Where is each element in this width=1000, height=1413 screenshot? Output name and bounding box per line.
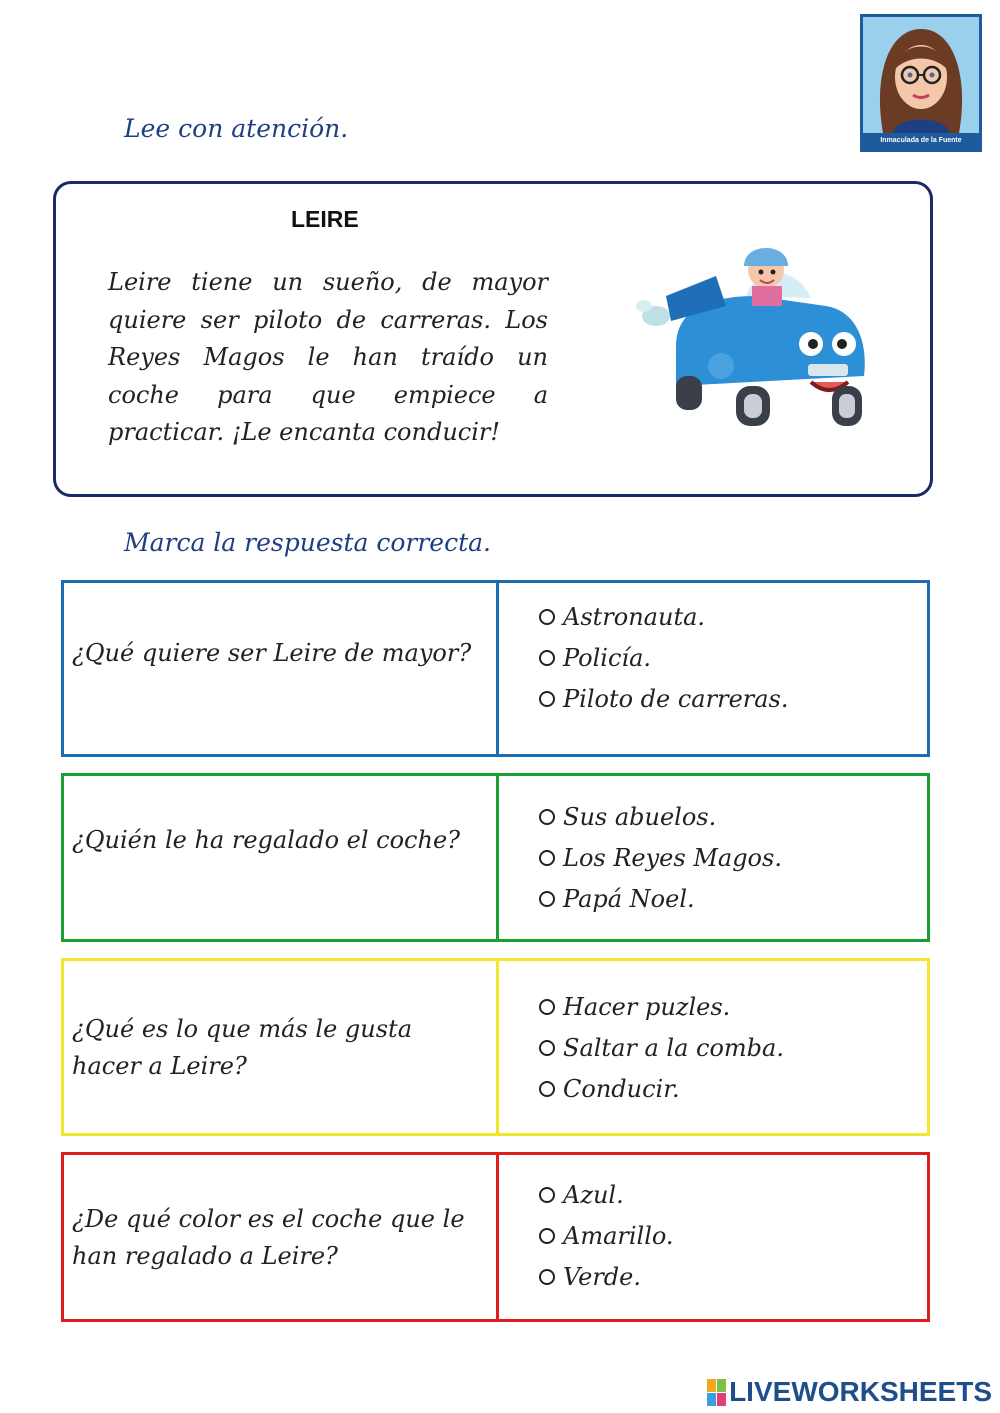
answer-option[interactable] (539, 803, 716, 831)
answer-option[interactable] (539, 993, 730, 1021)
question-cell (64, 583, 499, 754)
story-title: LEIRE (291, 206, 359, 232)
question-cell (64, 961, 499, 1133)
avatar-illustration (863, 17, 979, 133)
read-instruction: Lee con atención. (124, 114, 349, 143)
option-label: Piloto de carreras. (563, 685, 789, 713)
race-car-illustration (636, 236, 876, 436)
question-box-1 (61, 580, 930, 757)
answer-option[interactable] (539, 1075, 680, 1103)
radio-button[interactable] (539, 1187, 555, 1203)
radio-button[interactable] (539, 650, 555, 666)
answer-option[interactable] (539, 644, 651, 672)
option-label: Verde. (563, 1263, 641, 1291)
answer-option[interactable] (539, 1263, 641, 1291)
story-text: Leire tiene un sueño, de mayor quiere ser piloto de carreras. Los Reyes Magos le han traído un coche para que empiece a practicar. ¡Le encanta conducir! (108, 268, 548, 446)
option-label: Astronauta. (563, 603, 706, 631)
option-label: Azul. (563, 1181, 624, 1209)
option-label: Amarillo. (563, 1222, 674, 1250)
question-text: ¿De qué color es el coche que le han regalado a Leire? (72, 1205, 465, 1270)
answer-cell (499, 1155, 927, 1319)
option-label: Policía. (563, 644, 652, 672)
option-label: Los Reyes Magos. (563, 844, 782, 872)
answer-cell (499, 776, 927, 939)
question-text: ¿Quién le ha regalado el coche? (72, 826, 461, 854)
option-label: Saltar a la comba. (563, 1034, 784, 1062)
author-avatar (860, 14, 982, 152)
question-box-3 (61, 958, 930, 1136)
radio-button[interactable] (539, 1081, 555, 1097)
radio-button[interactable] (539, 850, 555, 866)
answer-cell (499, 583, 927, 754)
option-label: Papá Noel. (563, 885, 695, 913)
answer-option[interactable] (539, 685, 789, 713)
answer-option[interactable] (539, 844, 782, 872)
radio-button[interactable] (539, 1040, 555, 1056)
radio-button[interactable] (539, 999, 555, 1015)
answer-option[interactable] (539, 1222, 674, 1250)
answer-option[interactable] (539, 603, 705, 631)
story-box (53, 181, 933, 497)
liveworksheets-logo[interactable] (707, 1376, 992, 1408)
radio-button[interactable] (539, 1269, 555, 1285)
question-text: ¿Qué quiere ser Leire de mayor? (72, 639, 472, 667)
brand-name: LIVEWORKSHEETS (729, 1376, 992, 1407)
mark-instruction: Marca la respuesta correcta. (124, 528, 492, 557)
question-text: ¿Qué es lo que más le gusta hacer a Leire? (72, 1015, 412, 1080)
radio-button[interactable] (539, 691, 555, 707)
question-box-2 (61, 773, 930, 942)
option-label: Hacer puzles. (563, 993, 731, 1021)
logo-icon (707, 1379, 726, 1406)
answer-option[interactable] (539, 885, 695, 913)
question-box-4 (61, 1152, 930, 1322)
author-name: Inmaculada de la Fuente (863, 133, 979, 149)
option-label: Conducir. (563, 1075, 680, 1103)
answer-option[interactable] (539, 1034, 784, 1062)
answer-option[interactable] (539, 1181, 624, 1209)
radio-button[interactable] (539, 891, 555, 907)
option-label: Sus abuelos. (563, 803, 717, 831)
question-cell (64, 776, 499, 939)
question-cell (64, 1155, 499, 1319)
radio-button[interactable] (539, 609, 555, 625)
radio-button[interactable] (539, 1228, 555, 1244)
answer-cell (499, 961, 927, 1133)
radio-button[interactable] (539, 809, 555, 825)
